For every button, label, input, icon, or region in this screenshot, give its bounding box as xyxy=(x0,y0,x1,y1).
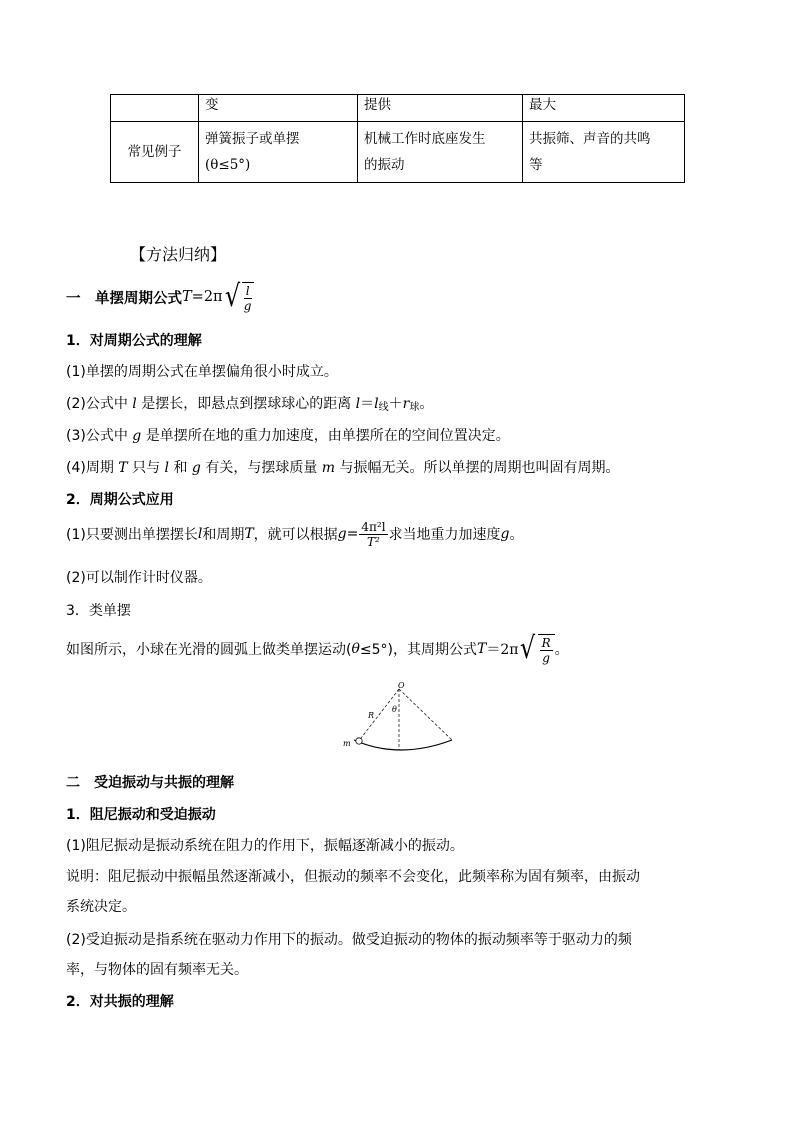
formula-eq: =2π xyxy=(191,289,223,305)
text: ≤5°)，其周期公式 xyxy=(359,642,478,658)
text: 。 xyxy=(554,642,569,658)
sqrt-numerator: R xyxy=(541,635,551,650)
text: 与振幅无关。所以单摆的周期也叫固有周期。 xyxy=(335,460,620,476)
table-cell xyxy=(358,122,523,183)
text: 和 xyxy=(169,460,192,476)
text: 和周期 xyxy=(202,527,245,543)
paragraph xyxy=(66,425,510,445)
var-m: m xyxy=(321,460,336,476)
var-r: r xyxy=(402,396,410,412)
subsection-title: 1．对周期公式的理解 xyxy=(66,333,202,349)
text: 如图所示，小球在光滑的圆弧上做类单摆运动( xyxy=(66,642,352,658)
cell-line: 共振筛、声音的共鸣 xyxy=(529,131,651,147)
var-g: g xyxy=(191,460,201,476)
paragraph xyxy=(66,626,569,672)
paragraph: (1)单摆的周期公式在单摆偏角很小时成立。 xyxy=(66,364,338,380)
fraction-denominator: T² xyxy=(367,534,380,549)
table-row-label: 常见例子 xyxy=(111,122,199,183)
paragraph: (1)阻尼振动是振动系统在阻力的作用下，振幅逐渐减小的振动。 xyxy=(66,838,464,854)
cell-line: 机械工作时底座发生 xyxy=(364,131,486,147)
subsection-title: 2．对共振的理解 xyxy=(66,994,174,1010)
radius-line-left xyxy=(358,689,399,742)
subsection-title: 3．类单摆 xyxy=(66,603,131,619)
var-l: l xyxy=(164,460,170,476)
paragraph xyxy=(66,514,524,554)
radical-sign: √ xyxy=(520,631,536,666)
table-cell xyxy=(523,122,685,183)
cell-line: 的振动 xyxy=(364,157,405,173)
section-header: 【方法归纳】 xyxy=(130,245,227,264)
subscript: 球 xyxy=(409,402,420,413)
paragraph xyxy=(66,393,433,413)
section-1-title xyxy=(66,276,254,318)
var-T: T xyxy=(477,641,487,657)
label-theta: θ xyxy=(392,705,397,714)
text: (3)公式中 xyxy=(66,428,133,444)
sqrt-formula xyxy=(223,279,254,314)
arc-track xyxy=(354,740,452,750)
text: 有关，与摆球质量 xyxy=(200,460,322,476)
fraction-numerator: 4π²l xyxy=(361,519,386,534)
cell-line: 等 xyxy=(529,157,543,173)
var-T: T xyxy=(118,460,128,476)
table-header-row xyxy=(111,95,685,122)
subsection-title: 2．周期公式应用 xyxy=(66,492,174,508)
text: 。 xyxy=(419,396,434,412)
sqrt-numerator: l xyxy=(245,283,250,298)
paragraph: 说明：阻尼振动中振幅虽然逐渐减小，但振动的频率不会变化，此频率称为固有频率，由振动 xyxy=(66,869,640,885)
paragraph: 率，与物体的固有频率无关。 xyxy=(66,962,248,978)
text: 是单摆所在地的重力加速度，由单摆所在的空间位置决定。 xyxy=(141,428,510,444)
var-l: l xyxy=(355,396,361,412)
paragraph: (2)受迫振动是指系统在驱动力作用下的振动。做受迫振动的物体的振动频率等于驱动力的频 xyxy=(66,932,632,948)
text: 只与 xyxy=(127,460,165,476)
table-row xyxy=(111,122,685,183)
comparison-table xyxy=(110,94,685,183)
text: ＋ xyxy=(388,396,403,412)
radius-line-right xyxy=(399,689,452,740)
radical-sign: √ xyxy=(224,279,240,314)
fraction xyxy=(359,520,387,549)
paragraph: (2)可以制作计时仪器。 xyxy=(66,570,212,586)
text: (2)公式中 xyxy=(66,396,133,412)
section-2-title: 二 受迫振动与共振的理解 xyxy=(66,775,234,791)
var-theta: θ xyxy=(351,641,360,657)
table-header-cell: 变 xyxy=(199,95,358,122)
paragraph xyxy=(66,457,620,477)
table-cell xyxy=(199,122,358,183)
label-O: O xyxy=(398,681,405,690)
table-header-cell: 提供 xyxy=(358,95,523,122)
label-R: R xyxy=(368,711,375,720)
label-m: m xyxy=(343,739,351,748)
subsection-title: 1．阻尼振动和受迫振动 xyxy=(66,807,216,823)
subscript: 线 xyxy=(378,402,389,413)
sqrt-denominator: g xyxy=(542,650,550,665)
text: ＝2π xyxy=(486,642,519,658)
var-T: T xyxy=(244,526,254,542)
formula-T: T xyxy=(182,289,192,305)
sqrt-formula xyxy=(518,631,554,666)
section-1-title-text: 一 单摆周期公式 xyxy=(66,290,182,307)
table-header-cell: 最大 xyxy=(523,95,685,122)
text: 求当地重力加速度 xyxy=(388,527,501,543)
pendulum-arc-figure xyxy=(336,680,466,760)
cell-line: 弹簧振子或单摆 xyxy=(205,131,300,147)
table-header-cell xyxy=(111,95,199,122)
text: (1)只要测出单摆摆长 xyxy=(66,527,198,543)
text: (4)周期 xyxy=(66,460,119,476)
var-g: g xyxy=(337,526,347,542)
text: ，就可以根据 xyxy=(253,527,338,543)
text: 。 xyxy=(509,527,524,543)
sqrt-denominator: g xyxy=(243,298,252,313)
var-l: l xyxy=(197,526,203,542)
var-g: g xyxy=(500,526,510,542)
cell-line: (θ≤5°) xyxy=(205,157,251,173)
ball xyxy=(356,738,362,744)
var-l: l xyxy=(132,396,137,412)
var-l: l xyxy=(374,396,379,412)
paragraph: 系统决定。 xyxy=(66,899,136,915)
text: = xyxy=(346,526,359,542)
text: 是摆长，即悬点到摆球球心的距离 xyxy=(136,396,356,412)
var-g: g xyxy=(132,428,142,444)
text: ＝ xyxy=(360,396,375,412)
